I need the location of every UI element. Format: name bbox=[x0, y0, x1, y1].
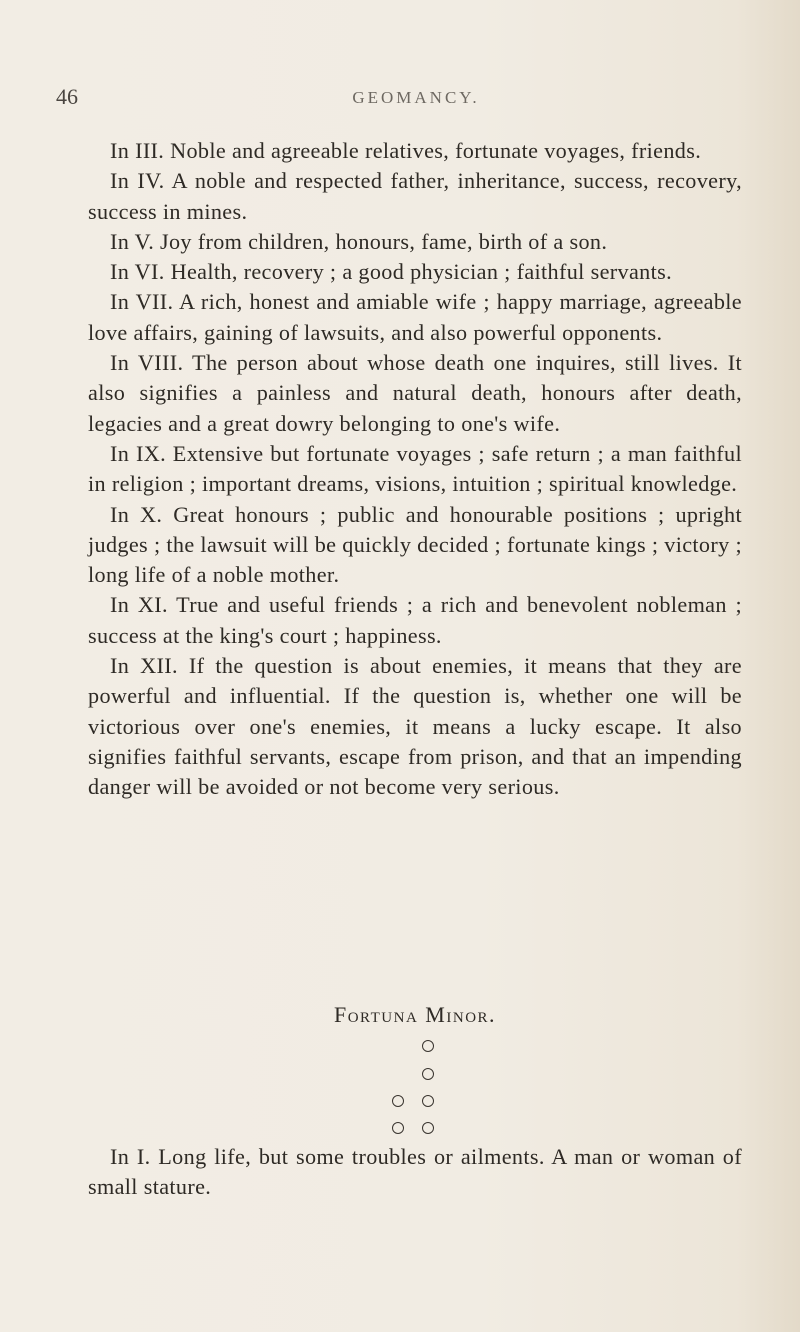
figure-dot bbox=[392, 1095, 404, 1107]
paragraph-house-1: In I. Long life, but some troubles or ailments. A man or woman of small stature. bbox=[88, 1144, 742, 1200]
page-header bbox=[56, 84, 756, 114]
geomantic-figure bbox=[392, 1032, 492, 1142]
page-number: 46 bbox=[56, 84, 78, 109]
paragraph-house-10: In X. Great honours ; public and honourable positions ; upright judges ; the lawsuit will be quickly decided ; fortunate kings ; victory ; long life of a noble mother. bbox=[88, 501, 742, 588]
figure-dot bbox=[422, 1095, 434, 1107]
paragraph-house-9: In IX. Extensive but fortunate voyages ; safe return ; a man faithful in religion ; important dreams, visions, intuition ; spiritual knowledge. bbox=[88, 440, 742, 497]
figure-title: Fortuna Minor. bbox=[333, 1002, 497, 1027]
paragraph-house-5: In V. Joy from children, honours, fame, birth of a son. bbox=[110, 228, 608, 254]
figure-dot bbox=[422, 1122, 434, 1134]
figure-dot bbox=[392, 1122, 404, 1134]
after-figure-text bbox=[88, 1142, 742, 1203]
paragraph-house-12: In XII. If the question is about enemies, it means that they are powerful and influential. If the question is, whether one will be victorious over one's enemies, it means a lucky escape. It also signifies faithful servants, escape from prison, and that an impending danger will be avoided or not become very serious. bbox=[88, 653, 742, 800]
running-head: GEOMANCY. bbox=[352, 88, 480, 107]
paragraph-house-8: In VIII. The person about whose death one inquires, still lives. It also signifies a painless and natural death, honours after death, legacies and a great dowry belonging to one's wife. bbox=[88, 350, 742, 436]
figure-dot bbox=[422, 1040, 434, 1052]
body-text bbox=[88, 136, 742, 803]
paragraph-house-6: In VI. Health, recovery ; a good physician ; faithful servants. bbox=[110, 259, 672, 285]
paragraph-house-3: In III. Noble and agreeable relatives, fortunate voyages, friends. bbox=[110, 138, 702, 163]
figure-dot bbox=[422, 1068, 434, 1080]
paragraph-house-11: In XI. True and useful friends ; a rich and benevolent nobleman ; success at the king's court ; happiness. bbox=[88, 592, 742, 648]
paragraph-house-7: In VII. A rich, honest and amiable wife ; happy marriage, agreeable love affairs, gaining of lawsuits, and also powerful opponents. bbox=[88, 289, 742, 345]
paragraph-house-4: In IV. A noble and respected father, inheritance, success, recovery, success in mines. bbox=[88, 168, 742, 224]
